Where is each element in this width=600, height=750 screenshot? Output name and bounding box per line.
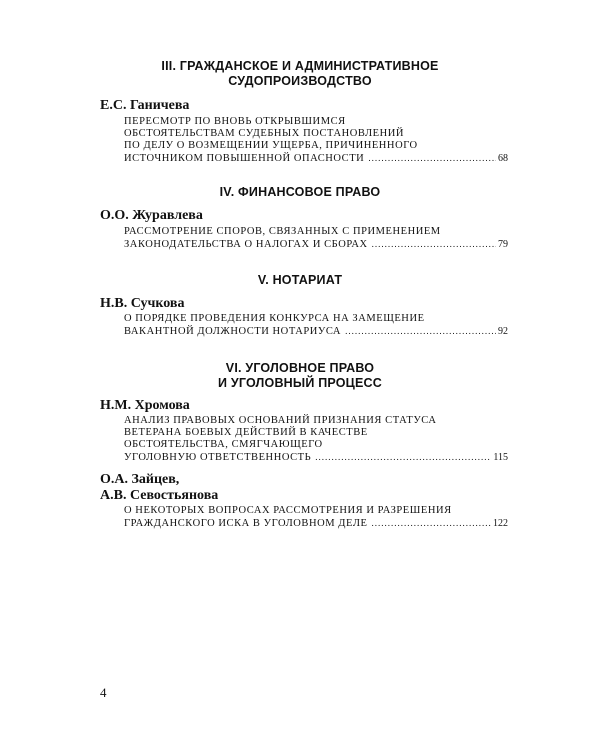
section-title-financial-law [0,185,600,200]
article-title-line: УГОЛОВНУЮ ОТВЕТСТВЕННОСТЬ [124,452,312,463]
author-name: Н.М. Хромова [100,398,190,413]
toc-entry-last-line[interactable] [124,152,508,165]
article-title-line: АНАЛИЗ ПРАВОВЫХ ОСНОВАНИЙ ПРИЗНАНИЯ СТАТУСА [124,415,437,426]
author-name: О.А. Зайцев, [100,472,180,487]
section-title-line: V. НОТАРИАТ [257,273,343,287]
section-title-civil-administrative-procedure [0,59,600,89]
page-ref: 92 [498,326,508,337]
author-name: Н.В. Сучкова [100,296,185,311]
leader-dots [345,325,496,337]
article-title-line: ВЕТЕРАНА БОЕВЫХ ДЕЙСТВИЙ В КАЧЕСТВЕ [124,427,368,438]
section-title-line: VI. УГОЛОВНОЕ ПРАВО [225,361,375,375]
article-title-line: О ПОРЯДКЕ ПРОВЕДЕНИЯ КОНКУРСА НА ЗАМЕЩЕНИЕ [124,313,425,324]
article-title-line: ВАКАНТНОЙ ДОЛЖНОСТИ НОТАРИУСА [124,326,342,337]
page-ref: 68 [498,153,508,164]
toc-entry-last-line[interactable] [124,517,508,530]
article-title-line: ГРАЖДАНСКОГО ИСКА В УГОЛОВНОМ ДЕЛЕ [124,518,368,529]
article-title-line: ОБСТОЯТЕЛЬСТВА, СМЯГЧАЮЩЕГО [124,439,323,450]
article-title-line: О НЕКОТОРЫХ ВОПРОСАХ РАССМОТРЕНИЯ И РАЗРЕШЕНИЯ [124,505,452,516]
leader-dots [315,451,491,463]
article-title-line: РАССМОТРЕНИЕ СПОРОВ, СВЯЗАННЫХ С ПРИМЕНЕНИЕМ [124,226,441,237]
section-title-notariat [0,273,600,288]
section-title-criminal-law-procedure [0,361,600,391]
article-title-line: ИСТОЧНИКОМ ПОВЫШЕННОЙ ОПАСНОСТИ [124,153,365,164]
article-title-line: ЗАКОНОДАТЕЛЬСТВА О НАЛОГАХ И СБОРАХ [124,239,368,250]
page-ref: 122 [493,518,508,529]
author-name: О.О. Журавлева [100,208,203,223]
section-title-line: И УГОЛОВНЫЙ ПРОЦЕСС [217,376,382,390]
article-title-line: ПЕРЕСМОТР ПО ВНОВЬ ОТКРЫВШИМСЯ [124,116,346,127]
author-name: А.В. Севостьянова [100,488,219,503]
page-number: 4 [100,685,107,700]
toc-entry-last-line[interactable] [124,238,508,251]
leader-dots [372,238,496,250]
leader-dots [368,152,496,164]
author-name: Е.С. Ганичева [100,98,190,113]
toc-entry-last-line[interactable] [124,451,508,464]
leader-dots [371,517,491,529]
page-ref: 79 [498,239,508,250]
section-title-line: IV. ФИНАНСОВОЕ ПРАВО [219,185,381,199]
article-title-line: ОБСТОЯТЕЛЬСТВАМ СУДЕБНЫХ ПОСТАНОВЛЕНИЙ [124,128,405,139]
section-title-line: СУДОПРОИЗВОДСТВО [228,74,372,88]
section-title-line: III. ГРАЖДАНСКОЕ И АДМИНИСТРАТИВНОЕ [161,59,439,73]
article-title-line: ПО ДЕЛУ О ВОЗМЕЩЕНИИ УЩЕРБА, ПРИЧИНЕННОГО [124,140,418,151]
toc-entry-last-line[interactable] [124,325,508,338]
page-ref: 115 [493,452,508,463]
